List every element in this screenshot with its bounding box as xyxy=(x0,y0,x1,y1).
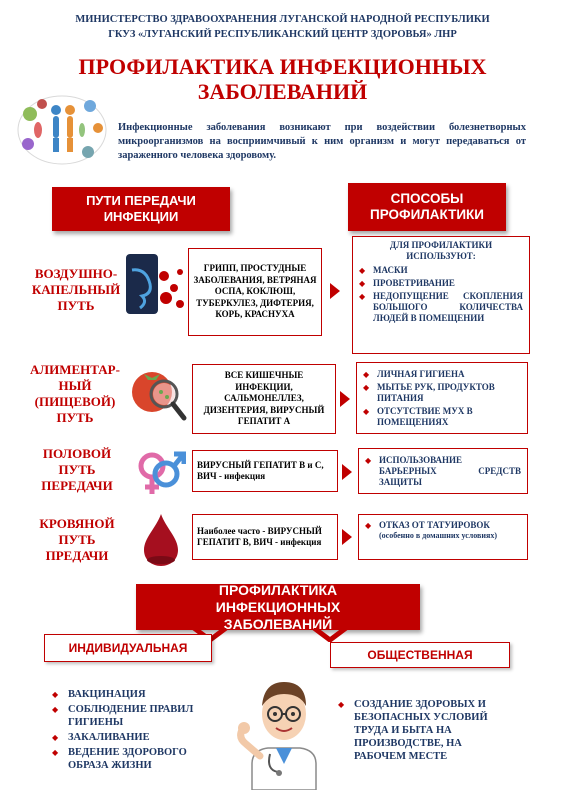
prevention-banner: СПОСОБЫ ПРОФИЛАКТИКИ xyxy=(348,183,506,231)
list-item: ◆ СОЗДАНИЕ ЗДОРОВЫХ И БЕЗОПАСНЫХ УСЛОВИЙ ТРУДА И БЫТА НА ПРОИЗВОДСТВЕ, НА РАБОЧЕМ МЕСТЕ xyxy=(338,698,514,763)
path-airborne: ВОЗДУШНО-КАПЕЛЬНЫЙ ПУТЬ xyxy=(31,266,121,313)
list-item: ◆ СОБЛЮДЕНИЕ ПРАВИЛ ГИГИЕНЫ xyxy=(52,703,228,729)
path-blood: КРОВЯНОЙ ПУТЬ ПРЕДАЧИ xyxy=(39,516,115,563)
list-item: ◆ ВАКЦИНАЦИЯ xyxy=(52,688,228,701)
methods-airborne xyxy=(352,236,530,354)
ministry-line: МИНИСТЕРСТВО ЗДРАВООХРАНЕНИЯ ЛУГАНСКОЙ НАРОДНОЙ РЕСПУБЛИКИ xyxy=(75,14,490,25)
doctor-cartoon-icon xyxy=(236,668,332,790)
methods-header: ДЛЯ ПРОФИЛАКТИКИ ИСПОЛЬЗУЮТ: xyxy=(389,240,493,261)
center-line: ГКУЗ «ЛУГАНСКИЙ РЕСПУБЛИКАНСКИЙ ЦЕНТР ЗДОРОВЬЯ» ЛНР xyxy=(108,29,457,40)
face-virus-icon xyxy=(126,250,186,320)
list-item xyxy=(365,520,521,541)
chevron-right-icon xyxy=(340,391,350,407)
methods-alimentary xyxy=(356,362,528,434)
diseases-blood: Наиболее часто - ВИРУСНЫЙ ГЕПАТИТ В, ВИЧ - инфекция xyxy=(192,514,338,560)
methods-blood xyxy=(358,514,528,560)
individual-list xyxy=(52,688,228,774)
page-title-line1: ПРОФИЛАКТИКА ИНФЕКЦИОННЫХ xyxy=(78,54,487,79)
chevron-right-icon xyxy=(342,529,352,545)
transmission-banner: ПУТИ ПЕРЕДАЧИ ИНФЕКЦИИ xyxy=(52,187,230,231)
list-item: ◆ ОТСУТСТВИЕ МУХ В ПОМЕЩЕНИЯХ xyxy=(363,406,521,428)
list-item: ◆ ПРОВЕТРИВАНИЕ xyxy=(359,278,523,289)
chevron-right-icon xyxy=(330,283,340,299)
method-note: (особенно в домашних условиях) xyxy=(379,531,497,540)
tomato-magnifier-icon xyxy=(128,364,190,426)
diseases-airborne: ГРИПП, ПРОСТУДНЫЕ ЗАБОЛЕВАНИЯ, ВЕТРЯНАЯ ОСПА, КОКЛЮШ, ТУБЕРКУЛЕЗ, ДИФТЕРИЯ, КОРЬ, КРАСНУХА xyxy=(188,248,322,336)
list-item: ◆ ИСПОЛЬЗОВАНИЕ БАРЬЕРНЫХ СРЕДСТВ ЗАЩИТЫ xyxy=(365,455,521,488)
method-label: ОТКАЗ ОТ ТАТУИРОВОК xyxy=(379,520,490,530)
gender-symbols-icon xyxy=(134,446,186,498)
path-sexual: ПОЛОВОЙ ПУТЬ ПЕРЕДАЧИ xyxy=(41,446,113,493)
individual-label: ИНДИВИДУАЛЬНАЯ xyxy=(44,634,212,662)
list-item: ◆ НЕДОПУЩЕНИЕ СКОПЛЕНИЯ БОЛЬШОГО КОЛИЧЕСТВА ЛЮДЕЙ В ПОМЕЩЕНИИ xyxy=(359,291,523,324)
diseases-alimentary: ВСЕ КИШЕЧНЫЕ ИНФЕКЦИИ, САЛЬМОНЕЛЛЕЗ, ДИЗЕНТЕРИЯ, ВИРУСНЫЙ ГЕПАТИТ А xyxy=(192,364,336,434)
page-title xyxy=(40,54,525,104)
list-item: ◆ ЗАКАЛИВАНИЕ xyxy=(52,731,228,744)
public-label: ОБЩЕСТВЕННАЯ xyxy=(330,642,510,668)
microbes-human-anatomy-icon xyxy=(12,92,112,168)
list-item: ◆ МЫТЬЕ РУК, ПРОДУКТОВ ПИТАНИЯ xyxy=(363,382,521,404)
diseases-sexual: ВИРУСНЫЙ ГЕПАТИТ В и С, ВИЧ - инфекция xyxy=(192,450,338,492)
page-title-line2: ЗАБОЛЕВАНИЙ xyxy=(197,79,368,104)
public-list xyxy=(338,698,514,765)
list-item: ◆ МАСКИ xyxy=(359,265,523,276)
blood-drop-icon xyxy=(138,512,184,568)
list-item: ◆ ВЕДЕНИЕ ЗДОРОВОГО ОБРАЗА ЖИЗНИ xyxy=(52,746,228,772)
arrow-down-icon xyxy=(310,628,350,642)
chevron-right-icon xyxy=(342,464,352,480)
path-alimentary: АЛИМЕНТАР-НЫЙ (ПИЩЕВОЙ) ПУТЬ xyxy=(30,362,120,425)
intro-text: Инфекционные заболевания возникают при воздействии болезнетворных микроорганизмов на восприимчивый к ним организм и могут передаваться от зараженного человека здоровому. xyxy=(118,122,526,161)
methods-sexual xyxy=(358,448,528,494)
bottom-banner: ПРОФИЛАКТИКА ИНФЕКЦИОННЫХ ЗАБОЛЕВАНИЙ xyxy=(136,584,420,630)
list-item: ◆ ЛИЧНАЯ ГИГИЕНА xyxy=(363,369,521,380)
